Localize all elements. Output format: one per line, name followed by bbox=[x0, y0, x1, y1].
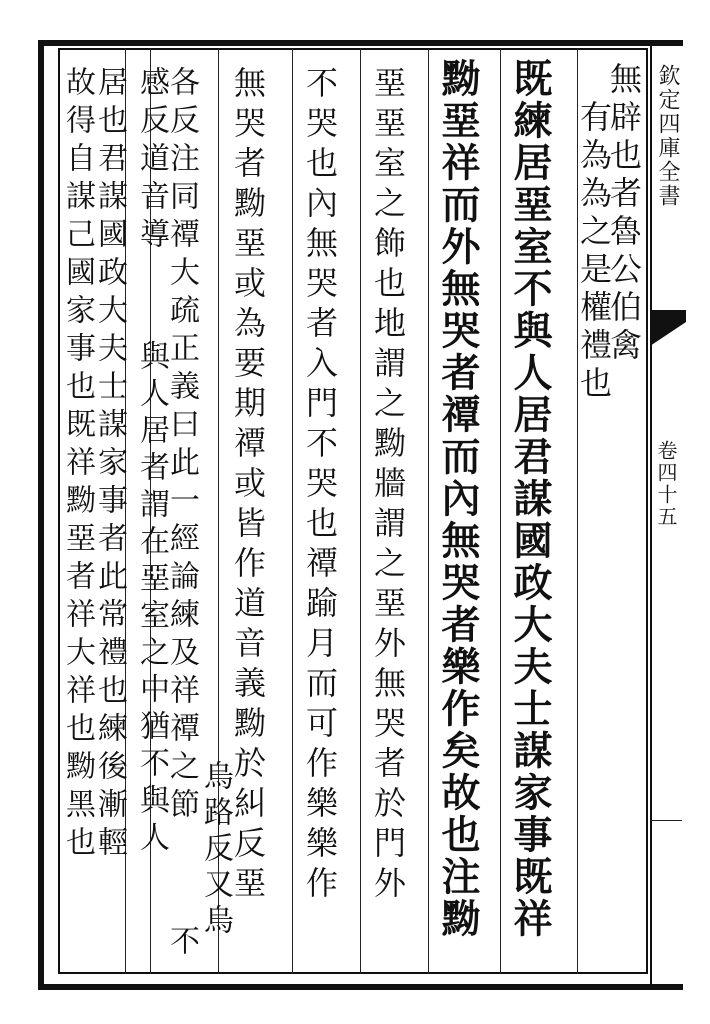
margin-volume: 卷四十五 bbox=[654, 440, 678, 528]
text-column-main: 黝堊祥而外無哭者禫而內無哭者樂作矣故也注黝 bbox=[435, 58, 481, 940]
column-divider bbox=[500, 48, 501, 974]
text-column: 不哭也內無哭者入門不哭也禫踰月而可作樂樂作 bbox=[301, 66, 339, 906]
text-column-small: 有為為之是權禮也 bbox=[575, 100, 613, 404]
text-column: 居也君謀國政大夫士謀家事者此常禮也練後漸輕 bbox=[92, 66, 127, 864]
text-column-main: 既練居堊室不與人居君謀國政大夫士謀家事既祥 bbox=[507, 58, 553, 940]
fish-tail-mark bbox=[648, 308, 688, 348]
text-column-note: 烏路反又烏 bbox=[198, 760, 233, 940]
text-column: 故得自謀己國家事也既祥黝堊者祥大祥也黝黑也 bbox=[60, 66, 95, 864]
text-column: 與人居者謂在堊室之中猶不與人 bbox=[134, 340, 169, 858]
margin-title: 欽定四庫全書 bbox=[655, 64, 680, 208]
text-column: 無哭者黝堊或為要期禫或皆作道音義黝於糾反堊 bbox=[229, 66, 267, 906]
text-column: 堊堊室之飾也地謂之黝牆謂之堊外無哭者於門外 bbox=[369, 66, 407, 906]
text-column-note: 不 bbox=[164, 925, 199, 961]
column-divider bbox=[428, 48, 429, 974]
text-column: 感反道音導 bbox=[134, 66, 169, 256]
text-column-small: 無辟也者魯公伯禽 bbox=[605, 62, 643, 366]
column-divider bbox=[292, 48, 293, 974]
column-divider bbox=[360, 48, 361, 974]
text-column: 各反注同禫大疏正義曰此一經論練及祥禫之節 bbox=[164, 66, 199, 826]
margin-tick bbox=[650, 820, 682, 821]
